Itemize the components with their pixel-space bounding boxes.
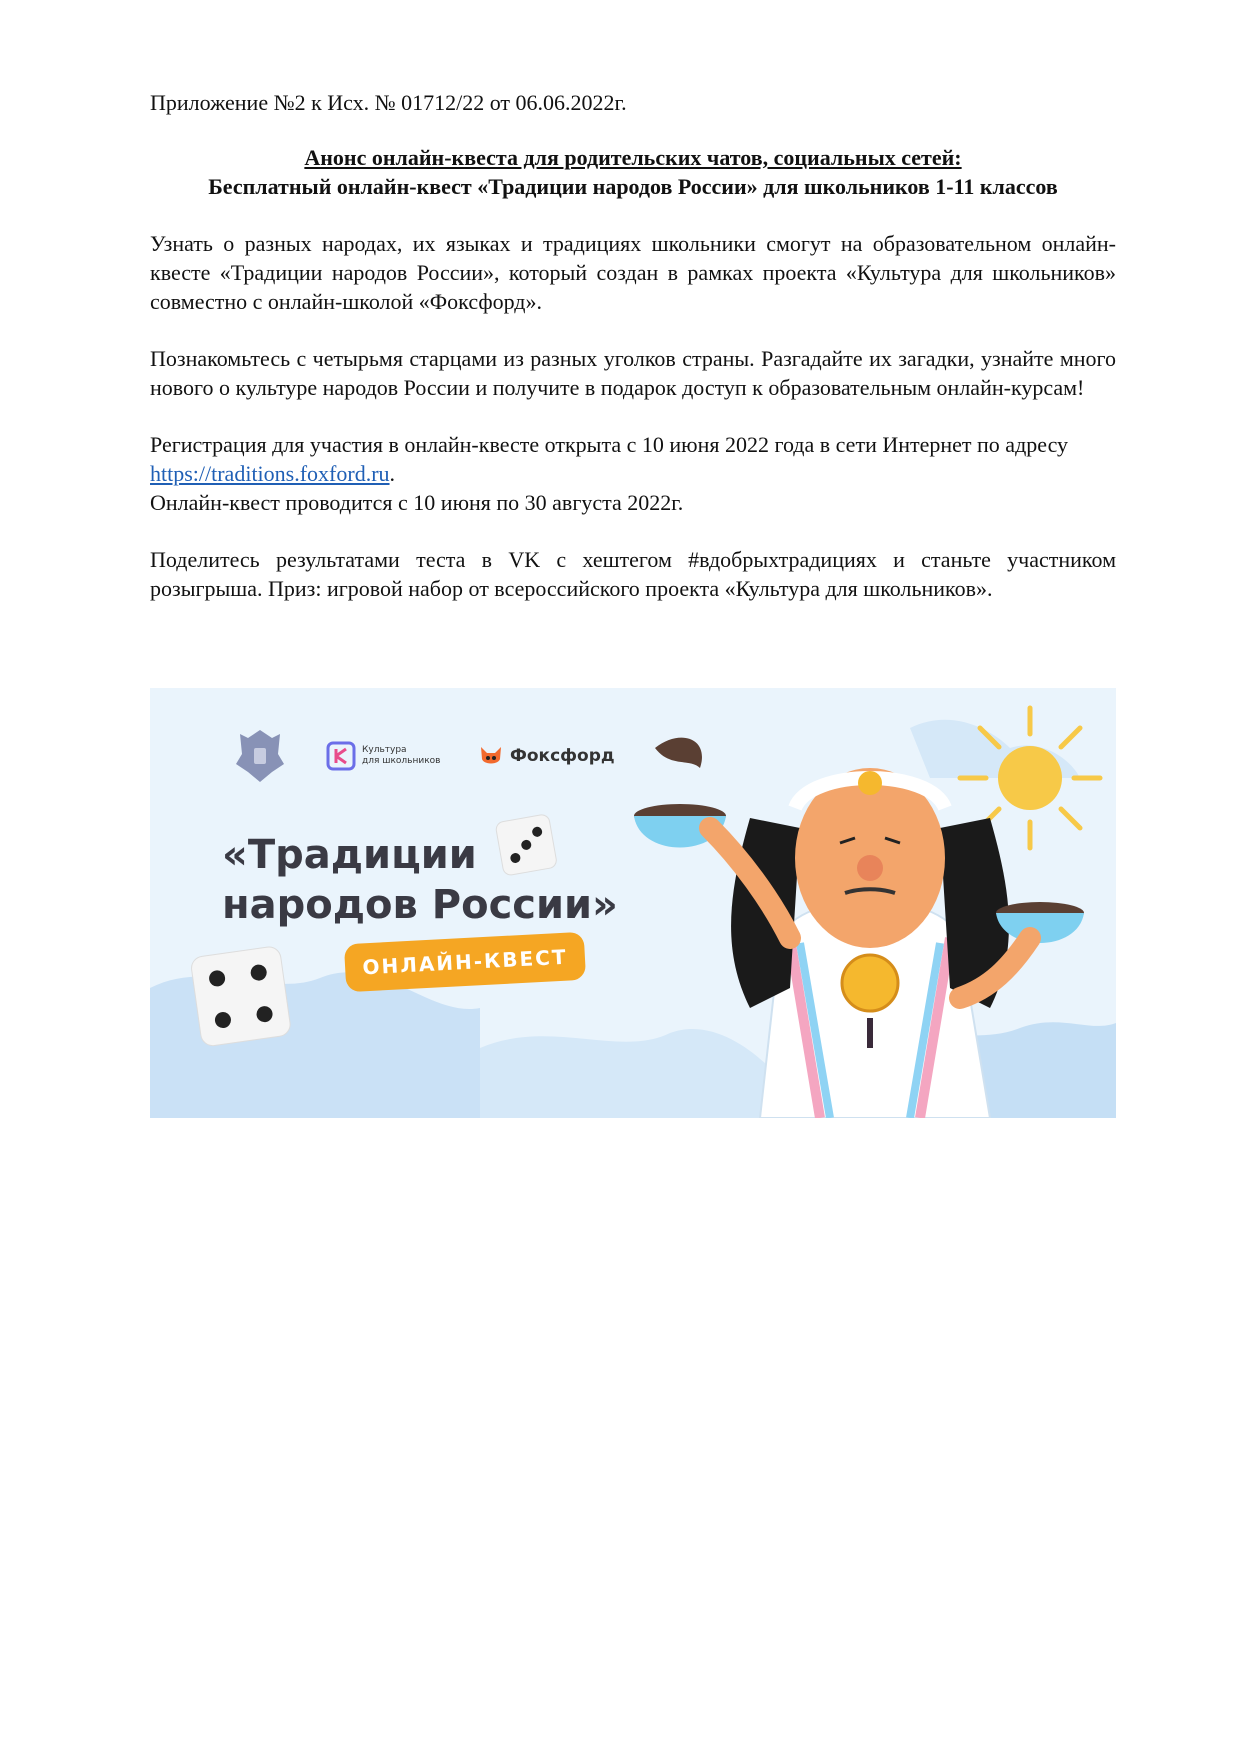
- online-quest-badge: ОНЛАЙН-КВЕСТ: [344, 932, 586, 992]
- kultura-logo: [326, 741, 458, 771]
- foxford-logo: [478, 743, 615, 769]
- kultura-logo-text: [362, 745, 458, 767]
- quest-banner: [150, 688, 1116, 1118]
- partner-logos: [230, 724, 615, 788]
- registration-text: Регистрация для участия в онлайн-квесте открыта с 10 июня 2022 года в сети Интернет по адресу: [150, 432, 1069, 457]
- heading-line-2: Бесплатный онлайн-квест «Традиции народов России» для школьников 1-11 классов: [208, 174, 1058, 199]
- kultura-logo-icon: [326, 741, 356, 771]
- kultura-logo-line1: Культура: [362, 745, 407, 755]
- paragraph-intro: Узнать о разных народах, их языках и традициях школьники смогут на образовательном онлайн-квесте «Традиции народов России», который создан в рамках проекта «Культура для школьников» совместно с онлайн-школой «Фоксфорд».: [150, 231, 1116, 314]
- registration-suffix: .: [389, 461, 396, 486]
- paragraph-invitation: Познакомьтесь с четырьмя старцами из разных уголков страны. Разгадайте их загадки, узнайте много нового о культуре народов России и получите в подарок доступ к образовательным онлайн-курсам!: [150, 346, 1116, 400]
- foxford-logo-text: Фоксфорд: [510, 746, 615, 766]
- banner-title-line1: «Традиции: [222, 832, 477, 878]
- dates-line: Онлайн-квест проводится с 10 июня по 30 августа 2022г.: [150, 490, 684, 515]
- ministry-emblem-icon: [230, 724, 290, 788]
- fox-logo-icon: [478, 743, 504, 769]
- banner-title-line2: народов России»: [222, 882, 618, 928]
- paragraph-contest: Поделитесь результатами теста в VK с хештегом #вдобрыхтрадициях и станьте участником розыгрыша. Приз: игровой набор от всероссийского проекта «Культура для школьников».: [150, 547, 1116, 601]
- reference-line: Приложение №2 к Исх. № 01712/22 от 06.06.2022г.: [150, 90, 627, 115]
- quest-link[interactable]: https://traditions.foxford.ru: [150, 461, 390, 486]
- paragraph-registration: [150, 430, 1116, 488]
- document-body: [150, 88, 1116, 631]
- heading-line-1: Анонс онлайн-квеста для родительских чатов, социальных сетей:: [304, 145, 962, 170]
- dice-large-icon: [190, 945, 292, 1047]
- announcement-heading: [150, 143, 1116, 201]
- kultura-logo-line2: для школьников: [362, 756, 441, 766]
- banner-title: [222, 830, 618, 930]
